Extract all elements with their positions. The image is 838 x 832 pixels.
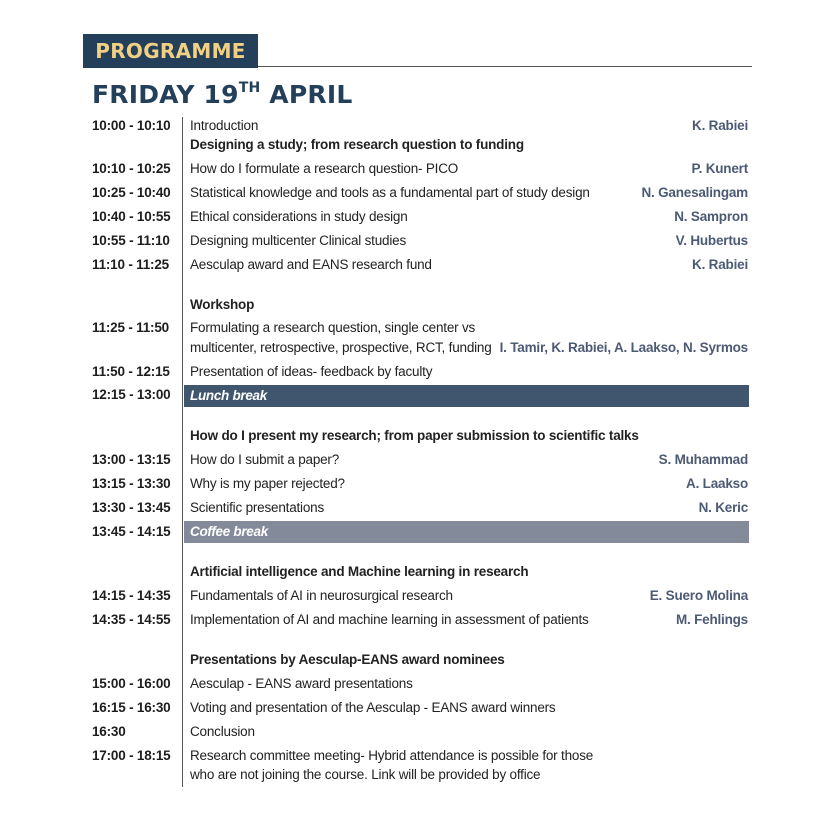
row-time: 11:10 - 11:25	[92, 257, 169, 272]
schedule-row	[0, 209, 838, 233]
schedule-row	[0, 257, 838, 281]
row-speaker: P. Kunert	[691, 161, 748, 176]
row-speaker: S. Muhammad	[658, 452, 748, 467]
row-speaker: A. Laakso	[686, 476, 748, 491]
schedule-row	[0, 676, 838, 700]
row-title: Fundamentals of AI in neurosurgical research	[190, 588, 453, 603]
row-time: 10:10 - 10:25	[92, 161, 171, 176]
row-speaker: K. Rabiei	[692, 118, 748, 133]
row-time: 10:55 - 11:10	[92, 233, 170, 248]
row-title: Presentation of ideas- feedback by faculty	[190, 364, 433, 379]
row-title: Statistical knowledge and tools as a fundamental part of study design	[190, 185, 590, 200]
row-time: 10:00 - 10:10	[92, 118, 171, 133]
section-heading-row	[0, 564, 838, 588]
row-speaker: M. Fehlings	[675, 612, 748, 627]
header-divider	[258, 66, 752, 67]
day-title	[92, 80, 352, 109]
row-time: 11:50 - 12:15	[92, 364, 170, 379]
day-title-month: APRIL	[260, 80, 353, 109]
day-title-ordinal: TH	[238, 79, 261, 96]
row-title: Implementation of AI and machine learning in assessment of patients	[190, 612, 589, 627]
day-title-prefix: FRIDAY 19	[92, 80, 239, 109]
row-time: 16:30	[92, 724, 126, 739]
row-speaker: N. Keric	[698, 500, 748, 515]
section-heading-row	[0, 652, 838, 676]
row-speaker: K. Rabiei	[692, 257, 748, 272]
schedule-row	[0, 724, 838, 748]
schedule-row	[0, 700, 838, 724]
row-time: 13:30 - 13:45	[92, 500, 171, 515]
row-time: 15:00 - 16:00	[92, 676, 171, 691]
row-speaker: N. Sampron	[674, 209, 748, 224]
schedule-row-continuation	[0, 767, 838, 791]
row-time: 16:15 - 16:30	[92, 700, 171, 715]
programme-header: PROGRAMME	[83, 34, 258, 68]
row-time: 13:45 - 14:15	[92, 524, 171, 539]
section-heading: How do I present my research; from paper submission to scientific talks	[190, 428, 639, 443]
section-heading: Artificial intelligence and Machine learning in research	[190, 564, 529, 579]
row-time: 14:15 - 14:35	[92, 588, 171, 603]
row-title: Scientific presentations	[190, 500, 325, 515]
row-title: Voting and presentation of the Aesculap - EANS award winners	[190, 700, 556, 715]
row-title: Research committee meeting- Hybrid attendance is possible for those	[190, 748, 594, 763]
schedule-row	[0, 185, 838, 209]
schedule-row	[0, 476, 838, 500]
schedule-row	[0, 612, 838, 636]
row-title: Aesculap - EANS award presentations	[190, 676, 413, 691]
section-heading: Designing a study; from research question to funding	[190, 137, 524, 152]
row-title: multicenter, retrospective, prospective, RCT, funding	[190, 340, 492, 355]
row-time: 11:25 - 11:50	[92, 320, 169, 335]
section-heading: Workshop	[190, 297, 255, 312]
row-title: How do I submit a paper?	[190, 452, 340, 467]
section-heading: Presentations by Aesculap-EANS award nominees	[190, 652, 505, 667]
row-time: 10:40 - 10:55	[92, 209, 171, 224]
schedule-row-continuation	[0, 340, 838, 364]
schedule-row	[0, 452, 838, 476]
row-title: Aesculap award and EANS research fund	[190, 257, 432, 272]
row-title: Ethical considerations in study design	[190, 209, 408, 224]
row-title: Conclusion	[190, 724, 255, 739]
row-title: who are not joining the course. Link will be provided by office	[190, 767, 541, 782]
row-title: Formulating a research question, single center vs	[190, 320, 476, 335]
row-time: 14:35 - 14:55	[92, 612, 171, 627]
row-time: 13:15 - 13:30	[92, 476, 171, 491]
row-speaker: E. Suero Molina	[649, 588, 748, 603]
row-time: 13:00 - 13:15	[92, 452, 171, 467]
section-heading-row	[0, 137, 838, 161]
row-title: Why is my paper rejected?	[190, 476, 345, 491]
row-title: Designing multicenter Clinical studies	[190, 233, 407, 248]
schedule-row	[0, 233, 838, 257]
row-speaker: N. Ganesalingam	[641, 185, 748, 200]
row-time: 12:15 - 13:00	[92, 387, 171, 402]
row-title: Introduction	[190, 118, 259, 133]
row-speaker: V. Hubertus	[675, 233, 748, 248]
coffee-break-bar	[184, 521, 749, 543]
row-time: 10:25 - 10:40	[92, 185, 171, 200]
section-heading-row	[0, 428, 838, 452]
lunch-break-label: Lunch break	[190, 388, 267, 403]
row-title: How do I formulate a research question- PICO	[190, 161, 459, 176]
row-time: 17:00 - 18:15	[92, 748, 171, 763]
coffee-break-label: Coffee break	[190, 524, 268, 539]
schedule-row	[0, 588, 838, 612]
lunch-break-bar	[184, 385, 749, 407]
schedule-row	[0, 161, 838, 185]
section-heading-row	[0, 297, 838, 321]
row-speaker: I. Tamir, K. Rabiei, A. Laakso, N. Syrmos	[499, 340, 748, 355]
